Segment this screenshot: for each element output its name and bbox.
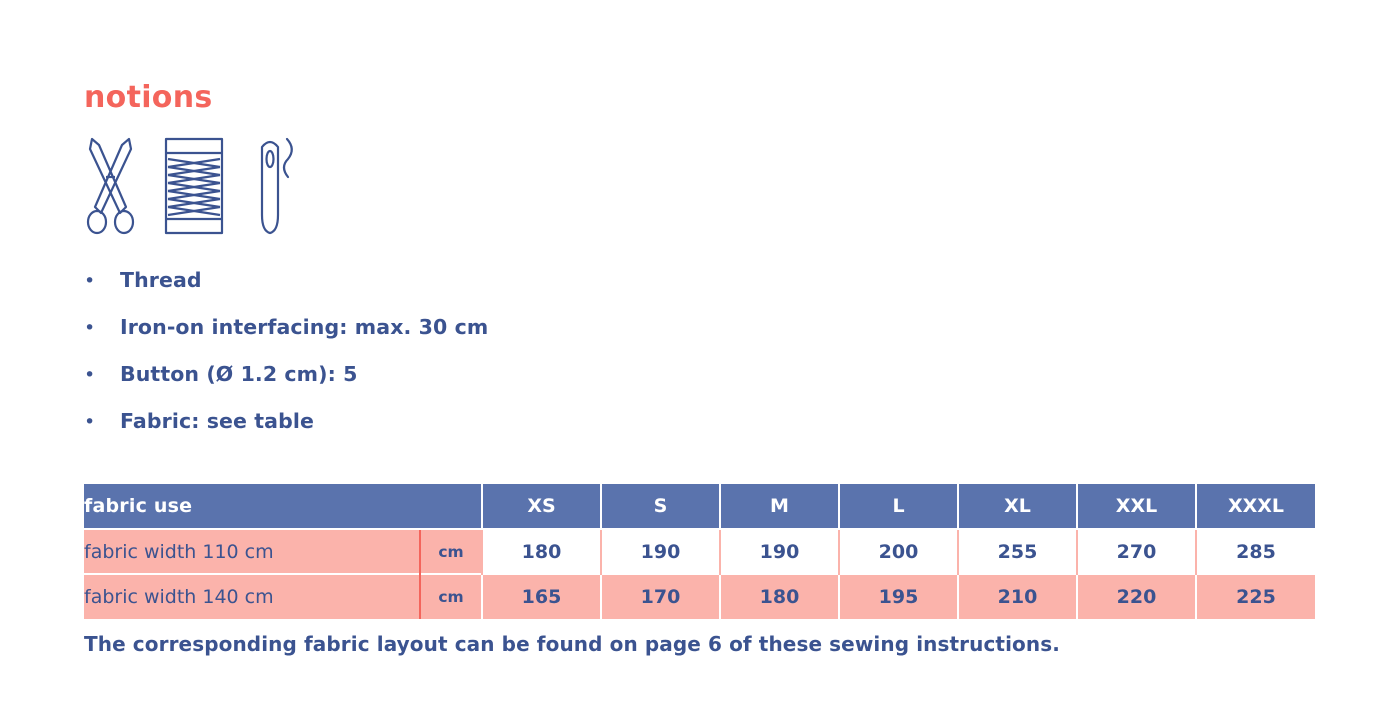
table-row [84, 574, 1315, 619]
row-unit-110: cm [420, 529, 482, 574]
column-header-xs: XS [482, 484, 601, 529]
row-label-fabric-width-110: fabric width 110 cm [84, 529, 420, 574]
column-header-xl: XL [958, 484, 1077, 529]
bullet-marker: • [84, 411, 96, 433]
row-unit-140: cm [420, 574, 482, 619]
list-item-label: Iron-on interfacing: max. 30 cm [120, 315, 489, 339]
cell-110-xl: 255 [958, 529, 1077, 574]
cell-110-m: 190 [720, 529, 839, 574]
list-item [80, 409, 980, 456]
cell-110-s: 190 [601, 529, 720, 574]
cell-140-xxxl: 225 [1196, 574, 1315, 619]
fabric-use-table [84, 484, 1315, 619]
list-item [80, 362, 980, 409]
notions-list [80, 268, 980, 456]
needle-icon [262, 139, 292, 233]
table-header-row [84, 484, 1315, 529]
row-label-fabric-width-140: fabric width 140 cm [84, 574, 420, 619]
cell-140-m: 180 [720, 574, 839, 619]
column-header-xxl: XXL [1077, 484, 1196, 529]
list-item-label: Fabric: see table [120, 409, 315, 433]
list-item [80, 268, 980, 315]
column-header-fabric-use: fabric use [84, 484, 420, 529]
column-header-s: S [601, 484, 720, 529]
column-header-unit [420, 484, 482, 529]
scissors-icon [88, 139, 133, 233]
bullet-marker: • [84, 364, 96, 386]
cell-140-s: 170 [601, 574, 720, 619]
cell-140-xxl: 220 [1077, 574, 1196, 619]
thread-spool-icon [166, 139, 222, 233]
cell-110-xxl: 270 [1077, 529, 1196, 574]
column-header-l: L [839, 484, 958, 529]
cell-140-l: 195 [839, 574, 958, 619]
bullet-marker: • [84, 317, 96, 339]
cell-110-xs: 180 [482, 529, 601, 574]
cell-110-xxxl: 285 [1196, 529, 1315, 574]
column-header-xxxl: XXXL [1196, 484, 1315, 529]
column-header-m: M [720, 484, 839, 529]
cell-110-l: 200 [839, 529, 958, 574]
list-item-label: Button (Ø 1.2 cm): 5 [120, 362, 358, 386]
cell-140-xl: 210 [958, 574, 1077, 619]
page-title: notions [84, 80, 213, 115]
list-item-label: Thread [120, 268, 202, 292]
table-row [84, 529, 1315, 574]
table-footnote: The corresponding fabric layout can be found on page 6 of these sewing instructions. [84, 632, 1060, 656]
list-item [80, 315, 980, 362]
cell-140-xs: 165 [482, 574, 601, 619]
fabric-use-table-wrapper [84, 484, 1314, 619]
notions-icon-row [82, 133, 322, 243]
bullet-marker: • [84, 270, 96, 292]
